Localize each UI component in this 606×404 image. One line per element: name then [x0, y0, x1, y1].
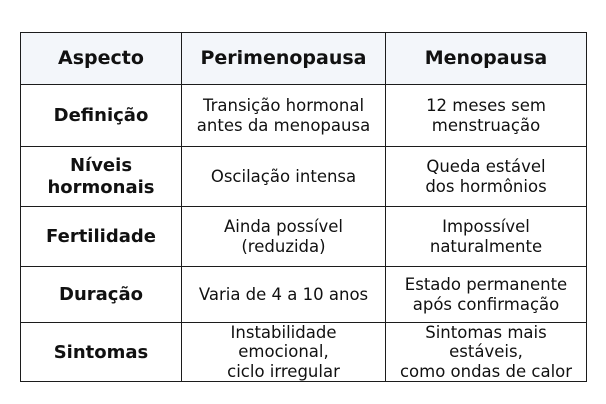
table-row: [21, 207, 587, 267]
cell-perimenopausa: Oscilação intensa: [182, 147, 386, 207]
row-label-sintomas: Sintomas: [21, 323, 182, 382]
comparison-table: [20, 32, 587, 382]
row-label-fertilidade: Fertilidade: [21, 207, 182, 267]
row-label-niveis-hormonais: Níveis hormonais: [21, 147, 182, 207]
table-row: [21, 85, 587, 147]
cell-perimenopausa: Transição hormonal antes da menopausa: [182, 85, 386, 147]
table-row: [21, 267, 587, 323]
cell-menopausa: Estado permanente após confirmação: [386, 267, 587, 323]
cell-menopausa: Queda estável dos hormônios: [386, 147, 587, 207]
cell-perimenopausa: Varia de 4 a 10 anos: [182, 267, 386, 323]
header-perimenopausa: Perimenopausa: [182, 33, 386, 85]
cell-menopausa: 12 meses sem menstruação: [386, 85, 587, 147]
table-row: [21, 147, 587, 207]
cell-menopausa: Sintomas mais estáveis, como ondas de calor: [386, 323, 587, 382]
cell-perimenopausa: Instabilidade emocional, ciclo irregular: [182, 323, 386, 382]
row-label-duracao: Duração: [21, 267, 182, 323]
table-header-row: [21, 33, 587, 85]
row-label-definicao: Definição: [21, 85, 182, 147]
table-row: [21, 323, 587, 382]
header-aspecto: Aspecto: [21, 33, 182, 85]
cell-perimenopausa: Ainda possível (reduzida): [182, 207, 386, 267]
header-menopausa: Menopausa: [386, 33, 587, 85]
cell-menopausa: Impossível naturalmente: [386, 207, 587, 267]
